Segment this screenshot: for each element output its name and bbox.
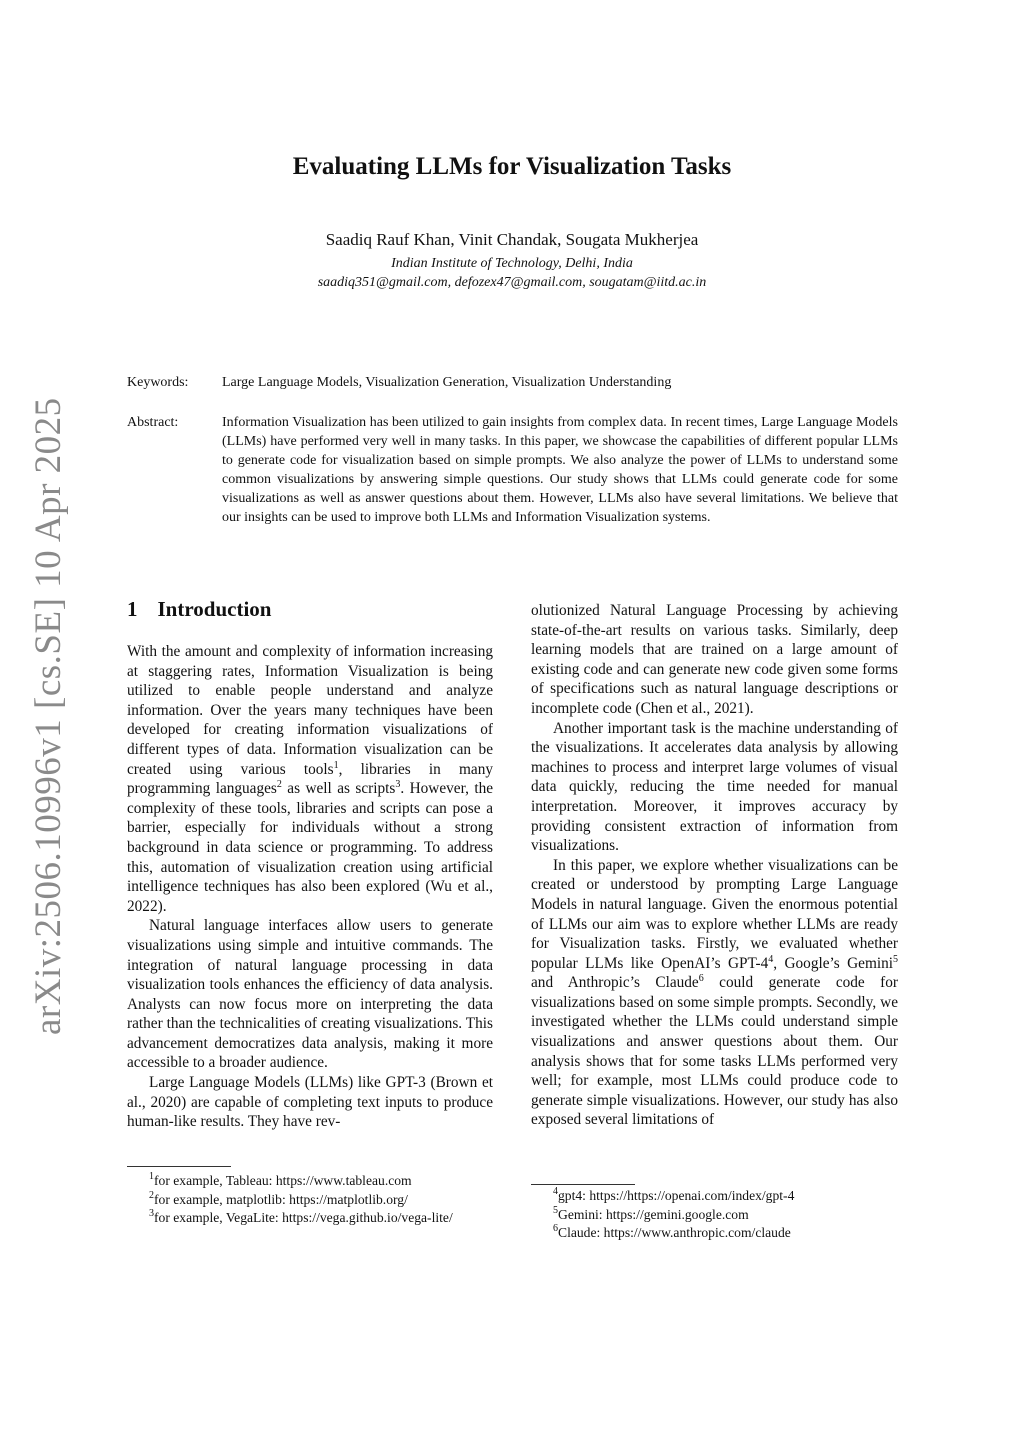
keywords-label: Keywords:	[127, 375, 189, 390]
author-emails: saadiq351@gmail.com, defozex47@gmail.com, sougatam@iitd.ac.in	[317, 275, 707, 290]
footnotes-left	[127, 1172, 493, 1228]
footnotes-right	[531, 1187, 898, 1243]
keywords-text: Large Language Models, Visualization Generation, Visualization Understanding	[222, 375, 672, 390]
footnote: $^5$Gemini: https://gemini.google.com	[553, 1204, 749, 1222]
abstract-text: Information Visualization has been utilized to gain insights from complex data. In recent times, Large Language Models (LLMs) have performed very well in many tasks. In this paper, we showcase the capabilities of different popular LLMs to generate code for visualization based on simple prompts. We also analyze the power of LLMs to understand some common visualizations by answering simple questions. Our study shows that LLMs could generate code for some visualizations as well as answer questions about them. However, LLMs also have several limitations. We believe that our insights can be used to improve both LLMs and Information Visualization systems.	[222, 415, 898, 525]
left-column	[127, 642, 493, 1132]
paragraph: Natural language interfaces allow users to generate visualizations using simple and intuitive commands. The integration of natural language processing in data visualization tools enhances the efficiency of data analysis. Analysts can now focus more on interpreting the data rather than the technicalities of creating visualizations. This advancement democratizes data analysis, making it more accessible to a broader audience.	[127, 917, 493, 1072]
footnote: $^2$for example, matplotlib: https://matplotlib.org/	[149, 1189, 408, 1207]
footnote-ref[interactable]: 2	[276, 779, 282, 791]
footnote: $^4$gpt4: https://https://openai.com/index/gpt-4	[553, 1186, 795, 1203]
arxiv-identifier-stamp: arXiv:2506.10996v1 [cs.SE] 10 Apr 2025	[28, 397, 69, 1035]
section-heading-introduction	[127, 597, 271, 622]
footnote: $^3$for example, VegaLite: https://vega.github.io/vega-lite/	[149, 1208, 453, 1225]
author-list: Saadiq Rauf Khan, Vinit Chandak, Sougata Mukherjea	[325, 230, 699, 249]
footnote-ref[interactable]: 6	[698, 973, 704, 985]
footnote-ref[interactable]: 1	[333, 759, 339, 771]
footnote: $^6$Claude: https://www.anthropic.com/claude	[553, 1223, 791, 1240]
abstract-label: Abstract:	[127, 415, 179, 430]
paragraph: Another important task is the machine understanding of the visualizations. It accelerates data analysis by allowing machines to process and interpret large volumes of visual data quickly, reducing the time needed for manual interpretation. Moreover, it improves accuracy by providing consistent extraction of information from visualizations.	[531, 719, 898, 855]
footnote-divider	[127, 1166, 231, 1167]
paragraph: With the amount and complexity of information increasing at staggering rates, Information Visualization is being utilized to enable people understand and analyze information. Over the years many techniques have been developed for creating information visualizations of different types of data. Information visualization can be created using various tools$^1$, libraries in many programming languages$^2$ as well as scripts$^3$. However, the complexity of these tools, libraries and scripts can pose a barrier, especially for individuals without a strong background in data science or programming. To address this, automation of visualization creation using artificial intelligence techniques has also been explored (Wu et al., 2022).	[127, 643, 494, 915]
footnote: $^1$for example, Tableau: https://www.tableau.com	[149, 1171, 412, 1188]
paragraph: olutionized Natural Language Processing by achieving state-of-the-art results on various tasks. Similarly, deep learning models that are trained on a large amount of existing code and can generate new code given some forms of specifications such as natural language descriptions or incomplete code (Chen et al., 2021).	[531, 602, 898, 717]
paper-title: Evaluating LLMs for Visualization Tasks	[292, 153, 732, 180]
paragraph: Large Language Models (LLMs) like GPT-3 (Brown et al., 2020) are capable of completing text inputs to produce human-like results. They have rev-	[127, 1074, 493, 1131]
footnote-divider	[531, 1184, 635, 1185]
footnote-ref[interactable]: 5	[893, 953, 899, 965]
footnote-ref[interactable]: 3	[395, 779, 401, 791]
footnote-ref[interactable]: 4	[768, 953, 774, 965]
right-column	[531, 601, 898, 1130]
section-number: 1	[127, 597, 138, 621]
affiliation: Indian Institute of Technology, Delhi, India	[391, 256, 633, 271]
section-title: Introduction	[157, 597, 272, 621]
paragraph: In this paper, we explore whether visualizations can be created or understood by prompting Large Language Models in natural language. Given the enormous potential of LLMs our aim was to explore whether LLMs are ready for Visualization tasks. Firstly, we evaluated whether popular LLMs like OpenAI’s GPT-$4^4$, Google’s Gemini$^5$ and Anthropic’s Claude$^6$ could generate code for visualizations based on some simple prompts. Secondly, we investigated whether the LLMs could understand simple visualizations and answer questions about them. Our analysis shows that for some tasks LLMs performed very well; for example, most LLMs could produce code to generate simple visualizations. However, our study has also exposed several limitations of	[531, 856, 899, 1129]
